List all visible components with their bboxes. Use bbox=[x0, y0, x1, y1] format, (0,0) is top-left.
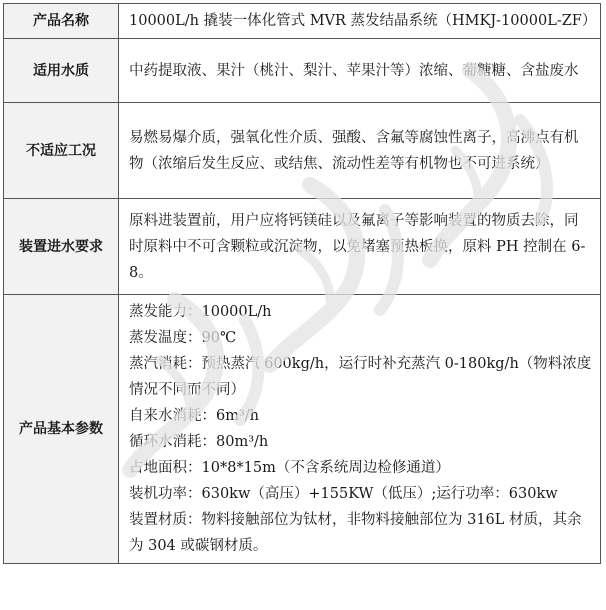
spec-table bbox=[3, 3, 601, 564]
label-applicable-water: 适用水质 bbox=[4, 39, 119, 103]
value-applicable-water: 中药提取液、果汁（桃汁、梨汁、苹果汁等）浓缩、葡糖糖、含盐废水 bbox=[119, 39, 601, 103]
label-product-name: 产品名称 bbox=[4, 4, 119, 39]
param-tap-water-consumption: 自来水消耗：6m³/h bbox=[129, 408, 260, 424]
param-floor-area: 占地面积：10*8*15m（不含系统周边检修通道） bbox=[129, 460, 450, 476]
param-evaporation-capacity: 蒸发能力：10000L/h bbox=[129, 304, 272, 320]
row-product-name bbox=[4, 4, 601, 39]
param-steam-consumption: 蒸汽消耗：预热蒸汽 600kg/h，运行时补充蒸汽 0-180kg/h（物料浓度情况不同而不同） bbox=[129, 356, 592, 398]
label-inlet-requirements: 装置进水要求 bbox=[4, 199, 119, 295]
row-inlet-requirements bbox=[4, 199, 601, 295]
value-unsuitable-conditions: 易燃易爆介质，强氧化性介质、强酸、含氟等腐蚀性离子，高沸点有机物（浓缩后发生反应、或结焦、流动性差等有机物也不可进系统） bbox=[119, 103, 601, 199]
param-evaporation-temperature: 蒸发温度：90℃ bbox=[129, 330, 237, 346]
label-unsuitable-conditions: 不适应工况 bbox=[4, 103, 119, 199]
row-basic-params bbox=[4, 295, 601, 564]
row-unsuitable-conditions bbox=[4, 103, 601, 199]
value-inlet-requirements: 原料进装置前，用户应将钙镁硅以及氟离子等影响装置的物质去除，同时原料中不可含颗粒或沉淀物，以免堵塞预热板换，原料 PH 控制在 6-8。 bbox=[119, 199, 601, 295]
value-product-name: 10000L/h 撬装一体化管式 MVR 蒸发结晶系统（HMKJ-10000L-ZF） bbox=[119, 4, 601, 39]
row-applicable-water bbox=[4, 39, 601, 103]
param-circulating-water-consumption: 循环水消耗：80m³/h bbox=[129, 434, 269, 450]
param-device-material: 装置材质：物料接触部位为钛材，非物料接触部位为 316L 材质，其余为 304 或碳钢材质。 bbox=[129, 512, 582, 554]
value-basic-params bbox=[119, 295, 601, 564]
label-basic-params: 产品基本参数 bbox=[4, 295, 119, 564]
param-installed-power: 装机功率：630kw（高压）+155KW（低压）;运行功率：630kw bbox=[129, 486, 558, 502]
